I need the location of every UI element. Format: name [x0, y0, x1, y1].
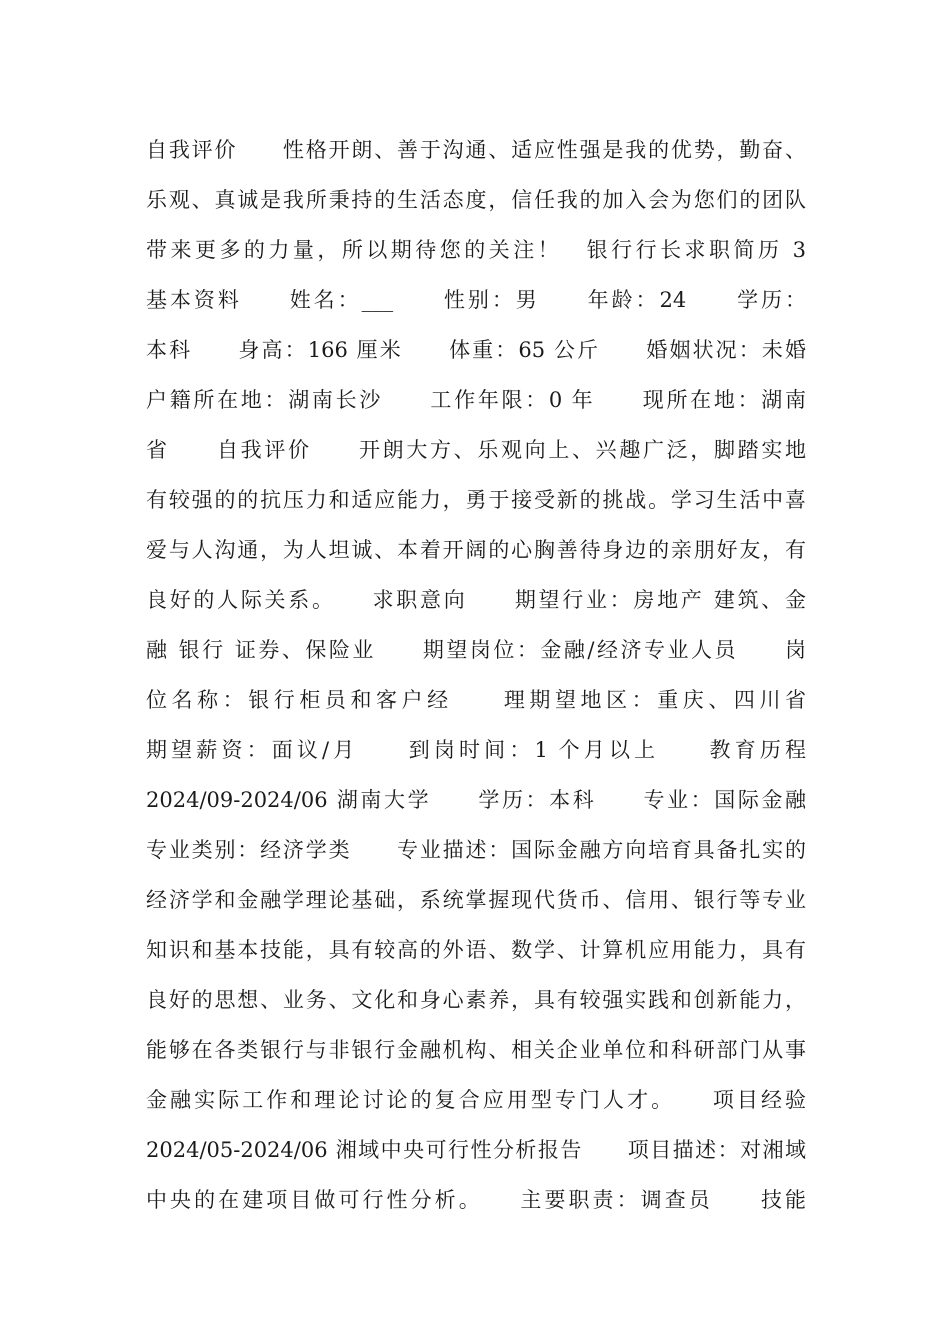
resume-text-block: [146, 125, 806, 1225]
text-line: 基本资料 姓名：___ 性别：男 年龄：24 学历：: [146, 288, 806, 312]
text-line: 爱与人沟通，为人坦诚、本着开阔的心胸善待身边的亲朋好友，有: [146, 538, 806, 562]
text-line: 能够在各类银行与非银行金融机构、相关企业单位和科研部门从事: [146, 1038, 806, 1062]
text-line: 良好的人际关系。 求职意向 期望行业：房地产 建筑、金: [146, 588, 806, 612]
text-line: 有较强的的抗压力和适应能力，勇于接受新的挑战。学习生活中喜: [146, 488, 806, 512]
text-line: 省 自我评价 开朗大方、乐观向上、兴趣广泛，脚踏实地: [146, 438, 806, 462]
text-line: 金融实际工作和理论讨论的复合应用型专门人才。 项目经验: [146, 1088, 806, 1112]
text-line: 本科 身高：166 厘米 体重：65 公斤 婚姻状况：未婚: [146, 338, 806, 362]
text-line: 经济学和金融学理论基础，系统掌握现代货币、信用、银行等专业: [146, 888, 806, 912]
text-line: 知识和基本技能，具有较高的外语、数学、计算机应用能力，具有: [146, 938, 806, 962]
text-line: 期望薪资：面议/月 到岗时间：1 个月以上 教育历程: [146, 738, 806, 762]
text-line: 专业类别：经济学类 专业描述：国际金融方向培育具备扎实的: [146, 838, 806, 862]
text-line: 带来更多的力量，所以期待您的关注！ 银行行长求职简历 3: [146, 238, 806, 262]
text-line: 融 银行 证券、保险业 期望岗位：金融/经济专业人员 岗: [146, 638, 806, 662]
text-line: 户籍所在地：湖南长沙 工作年限：0 年 现所在地：湖南: [146, 388, 806, 412]
text-line: 2024/09-2024/06 湖南大学 学历：本科 专业：国际金融: [146, 788, 806, 812]
text-line: 自我评价 性格开朗、善于沟通、适应性强是我的优势，勤奋、: [146, 138, 806, 162]
text-line: 乐观、真诚是我所秉持的生活态度，信任我的加入会为您们的团队: [146, 188, 806, 212]
text-line: 位名称：银行柜员和客户经 理期望地区：重庆、四川省: [146, 688, 806, 712]
text-line: 2024/05-2024/06 湘域中央可行性分析报告 项目描述：对湘域: [146, 1138, 806, 1162]
text-line: 良好的思想、业务、文化和身心素养，具有较强实践和创新能力，: [146, 988, 806, 1012]
text-line: 中央的在建项目做可行性分析。 主要职责：调查员 技能: [146, 1188, 806, 1212]
